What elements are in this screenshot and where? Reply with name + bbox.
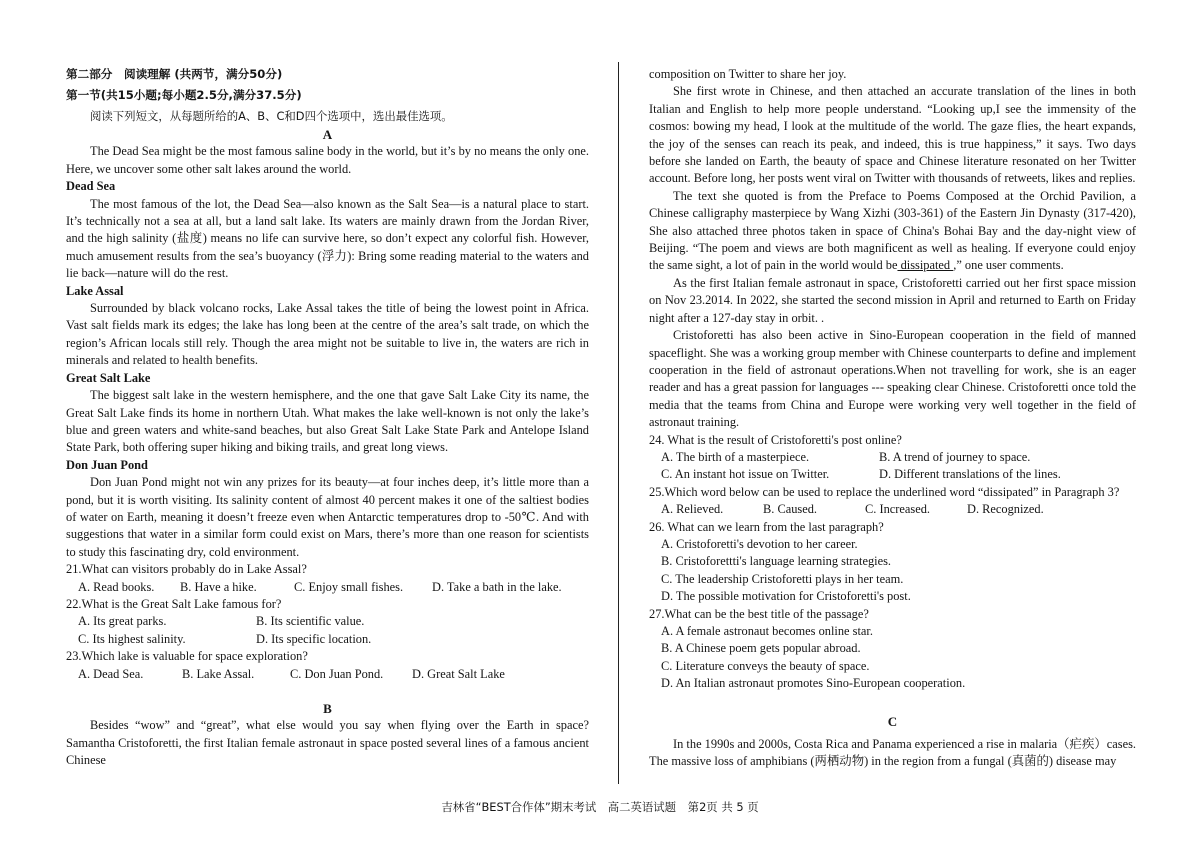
column-divider bbox=[618, 62, 619, 784]
footer-page-number: 第2页 共 5 页 bbox=[687, 800, 759, 814]
q26-option-a: A. Cristoforetti's devotion to her career. bbox=[661, 536, 858, 551]
section-header: 第一节(共15小题;每小题2.5分,满分37.5分) bbox=[66, 88, 302, 102]
passage-b-p3-after: ,” one user comments. bbox=[953, 258, 1064, 273]
question-24-options-row1 bbox=[649, 449, 1136, 466]
footer-exam-title: 吉林省“BEST合作体”期末考试 高二英语试题 bbox=[441, 800, 677, 814]
q23-option-d: D. Great Salt Lake bbox=[412, 666, 505, 681]
q21-option-a: A. Read books. bbox=[78, 579, 155, 594]
passage-a-intro: The Dead Sea might be the most famous saline body in the world, but it’s by no means the only one. Here, we uncover some other salt lakes around the world. bbox=[66, 144, 589, 176]
underlined-word-dissipated: dissipated bbox=[897, 258, 954, 273]
passage-b-p1-left: Besides “wow” and “great”, what else would you say when flying over the Earth in space? Samantha Cristoforetti, the first Italian female astronaut in space posted several lines of a famous ancient Chinese bbox=[66, 718, 589, 768]
q21-option-c: C. Enjoy small fishes. bbox=[294, 579, 404, 594]
q25-option-d: D. Recognized. bbox=[967, 502, 1044, 517]
q27-option-c: C. Literature conveys the beauty of space. bbox=[661, 658, 870, 673]
q24-option-d: D. Different translations of the lines. bbox=[879, 467, 1061, 482]
lake-heading-great-salt-lake: Great Salt Lake bbox=[66, 370, 151, 385]
part-header: 第二部分 阅读理解 (共两节，满分50分) bbox=[66, 67, 283, 81]
q22-option-a: A. Its great parks. bbox=[78, 614, 167, 629]
passage-b-p3-before: The text she quoted is from the Preface to Poems Composed at the Orchid Pavilion, a Chinese calligraphy masterpiece by Wang Xizhi (303-361) of the Eastern Jin Dynasty (317-420), She also attached three photos taken in space of China's Bohai Bay and the day-night view of Beijing. “The poem and views are both magnificent as well as healing. If everyone could enjoy the same sight, a lot of pain in the world would be bbox=[649, 188, 1136, 273]
lake-text-lake-assal: Surrounded by black volcano rocks, Lake Assal takes the title of being the lowest point in Africa. Vast salt fields mark its edges; the lake has long been at the centre of the area’s salt trade, on which the region’s African locals still rely. Though the area might not be suitable to live in, the waters are rich in minerals and related to health benefits. bbox=[66, 301, 589, 368]
q22-option-d: D. Its specific location. bbox=[256, 631, 372, 646]
lake-heading-don-juan-pond: Don Juan Pond bbox=[66, 457, 148, 472]
question-22: 22.What is the Great Salt Lake famous for? bbox=[66, 596, 282, 611]
q26-option-c-row bbox=[649, 571, 1136, 588]
q27-option-b-row bbox=[649, 640, 1136, 657]
question-27: 27.What can be the best title of the passage? bbox=[649, 606, 869, 621]
lake-text-don-juan-pond: Don Juan Pond might not win any prizes for its beauty—at four inches deep, it’s little more than a pond, but it is worth visiting. Its salinity content of almost 40 percent makes it one of the saltiest bodies of water on Earth, meaning it doesn’t freeze even when Antarctic temperatures drop to -50℃. And with suggestions that water in a similar form could exist on Mars, there’s more than one reason for scientists to study this fascinating dry, cold environment. bbox=[66, 475, 589, 559]
q27-option-d: D. An Italian astronaut promotes Sino-European cooperation. bbox=[661, 676, 966, 691]
q27-option-b: B. A Chinese poem gets popular abroad. bbox=[661, 641, 861, 656]
q24-option-c: C. An instant hot issue on Twitter. bbox=[661, 467, 830, 482]
q26-option-d-row bbox=[649, 588, 1136, 605]
question-24-options-row2 bbox=[649, 466, 1136, 483]
q24-option-a: A. The birth of a masterpiece. bbox=[661, 449, 810, 464]
question-22-options-row1 bbox=[66, 613, 589, 630]
q21-option-b: B. Have a hike. bbox=[180, 579, 257, 594]
q24-option-b: B. A trend of journey to space. bbox=[879, 449, 1031, 464]
question-26: 26. What can we learn from the last paragraph? bbox=[649, 519, 884, 534]
q27-option-a-row bbox=[649, 623, 1136, 640]
lake-heading-lake-assal: Lake Assal bbox=[66, 283, 124, 298]
q23-option-a: A. Dead Sea. bbox=[78, 666, 144, 681]
q21-option-d: D. Take a bath in the lake. bbox=[432, 579, 562, 594]
left-column bbox=[66, 64, 589, 770]
passage-c-p1: In the 1990s and 2000s, Costa Rica and Panama experienced a rise in malaria（疟疾）cases. The massive loss of amphibians (两栖动物) in the region from a fungal (真菌的) disease may bbox=[649, 737, 1136, 769]
passage-c-label: C bbox=[887, 713, 898, 729]
q26-option-c: C. The leadership Cristoforetti plays in her team. bbox=[661, 571, 904, 586]
q25-option-b: B. Caused. bbox=[763, 502, 818, 517]
question-22-options-row2 bbox=[66, 631, 589, 648]
instructions: 阅读下列短文，从每题所给的A、B、C和D四个选项中，选出最佳选项。 bbox=[90, 109, 453, 123]
right-column bbox=[649, 66, 1136, 771]
q22-option-b: B. Its scientific value. bbox=[256, 614, 365, 629]
q25-option-c: C. Increased. bbox=[865, 502, 931, 517]
q23-option-b: B. Lake Assal. bbox=[182, 666, 255, 681]
q27-option-a: A. A female astronaut becomes online star. bbox=[661, 624, 873, 638]
passage-b-p2: She first wrote in Chinese, and then attached an accurate translation of the lines in both Italian and English to help more people understand. “Looking up,I see the immensity of the cosmos: bowing my head, I look at the multitude of the world. The gaze flies, the heart expands, the joy of the senses can reach its peak, and indeed, this is true happiness,” it says. Two days before she landed on Earth, the beauty of space and Chinese literature resonated on her Twitter account. Before long, her posts went viral on Twitter with thousands of retweets, likes and replies. bbox=[649, 84, 1136, 186]
question-21-options bbox=[66, 579, 589, 596]
lake-heading-dead-sea: Dead Sea bbox=[66, 179, 116, 194]
passage-b-p5: Cristoforetti has also been active in Sino-European cooperation in the field of manned spaceflight. She was a working group member with Chinese counterparts to define and implement cooperation in the field of astronaut operations.When not travelling for work, she is an eager reader and has a great passion for languages --- speaking clear Chinese. Cristoforetti once told the media that the teams from China and Europe were working very well together in the field of astronaut training. bbox=[649, 328, 1136, 430]
question-23-options bbox=[66, 666, 589, 683]
q26-option-d: D. The possible motivation for Cristoforetti's post. bbox=[661, 589, 911, 604]
passage-b-p3 bbox=[649, 188, 1136, 275]
question-25-options bbox=[649, 501, 1136, 518]
q26-option-b: B. Cristoforettti's language learning strategies. bbox=[661, 554, 892, 569]
q23-option-c: C. Don Juan Pond. bbox=[290, 666, 384, 681]
q25-option-a: A. Relieved. bbox=[661, 502, 724, 517]
question-21: 21.What can visitors probably do in Lake Assal? bbox=[66, 562, 307, 577]
passage-a-label: A bbox=[322, 127, 333, 142]
q27-option-d-row bbox=[649, 675, 1136, 692]
q27-option-c-row bbox=[649, 658, 1136, 675]
lake-text-great-salt-lake: The biggest salt lake in the western hemisphere, and the one that gave Salt Lake City its name, the Great Salt Lake finds its home in northern Utah. What makes the lake well-known is not only the lake’s blue and green waters and white-sand beaches, but also Great Salt Lake State Park and Antelope Island State Park, both offering super hiking and biking trails, and great long views. bbox=[66, 388, 589, 455]
passage-b-label: B bbox=[323, 701, 332, 716]
lake-text-dead-sea: The most famous of the lot, the Dead Sea—also known as the Salt Sea—is a natural place to start. It’s technically not a sea at all, but a land salt lake. Its waters are mainly drawn from the Jordan River, and the high salinity (盐度) means no life can survive here, so don’t expect any colorful fish. However, much amusement results from the sea’s buoyancy (浮力): Bring some reading material to the waters and lie back—nature will do the rest. bbox=[66, 196, 589, 281]
question-23: 23.Which lake is valuable for space exploration? bbox=[66, 649, 308, 664]
page-footer bbox=[0, 799, 1200, 815]
question-24: 24. What is the result of Cristoforetti's post online? bbox=[649, 432, 902, 447]
q22-option-c: C. Its highest salinity. bbox=[78, 631, 186, 646]
passage-b-p4: As the first Italian female astronaut in space, Cristoforetti carried out her first space mission on Nov 23.2014. In 2022, she started the second mission in April and returned to Earth on Friday night after a 127-day stay in orbit. . bbox=[649, 275, 1136, 325]
q26-option-b-row bbox=[649, 553, 1136, 570]
passage-b-p1-right: composition on Twitter to share her joy. bbox=[649, 67, 847, 81]
q26-option-a-row bbox=[649, 536, 1136, 553]
question-25: 25.Which word below can be used to replace the underlined word “dissipated” in Paragraph 3? bbox=[649, 484, 1120, 499]
